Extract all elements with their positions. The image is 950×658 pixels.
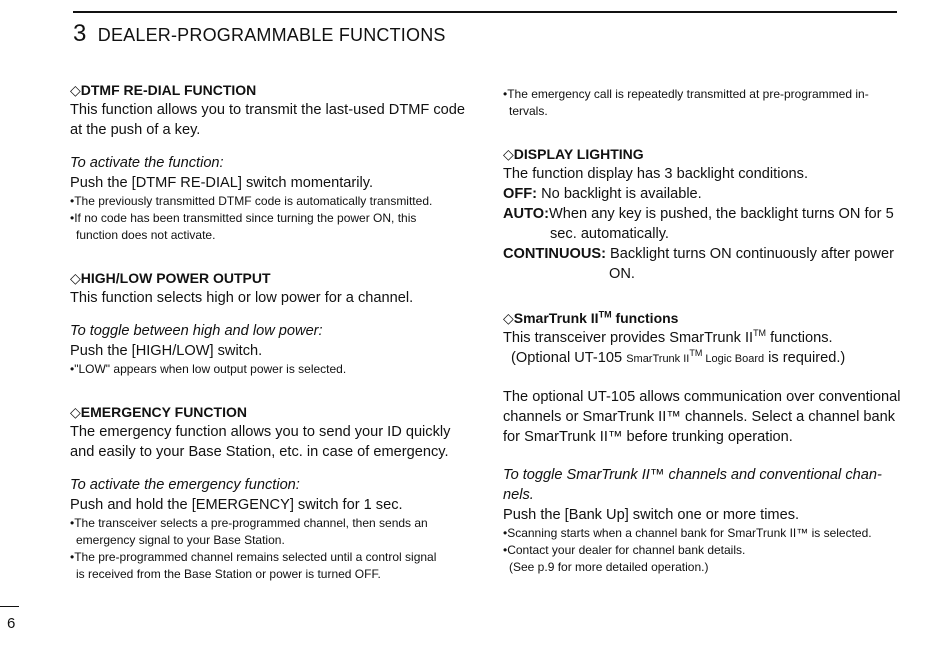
smartrunk-para-2: channels or SmarTrunk II™ channels. Select a channel bank	[503, 409, 896, 425]
smartrunk-desc	[503, 328, 903, 348]
display-continuous-line	[503, 244, 903, 264]
dtmf-desc-2: at the push of a key.	[70, 122, 201, 138]
auto-text-a: When any key is pushed, the backlight turns ON for 5	[548, 206, 894, 222]
emergency-activate-step: Push and hold the [EMERGENCY] switch for 1 sec.	[70, 497, 403, 513]
power-desc: This function selects high or low power for a channel.	[70, 290, 414, 306]
smartrunk-section	[503, 310, 903, 576]
smartrunk-bullet-1: •Scanning starts when a channel bank for SmarTrunk II™ is selected.	[503, 526, 872, 540]
smartrunk-desc-pre: This transceiver provides SmarTrunk II	[503, 330, 754, 346]
display-heading: ◇DISPLAY LIGHTING	[503, 146, 644, 162]
smartrunk-bullet-3: (See p.9 for more detailed operation.)	[509, 560, 709, 574]
page-number: 6	[7, 615, 16, 632]
power-heading: ◇HIGH/LOW POWER OUTPUT	[70, 270, 271, 286]
continuous-text-b: ON.	[609, 266, 635, 282]
smartrunk-toggle-title-b: nels.	[503, 487, 534, 503]
left-column	[70, 82, 470, 583]
right-column	[503, 86, 903, 576]
dtmf-activate-step: Push the [DTMF RE-DIAL] switch momentarily.	[70, 175, 374, 191]
top-rule	[73, 11, 897, 13]
power-section	[70, 270, 470, 378]
dtmf-desc-1: This function allows you to transmit the last-used DTMF code	[70, 102, 466, 118]
power-toggle-step: Push the [HIGH/LOW] switch.	[70, 343, 263, 359]
opt-small: SmarTrunk II	[626, 353, 690, 365]
emergency-bullet-2a: •The pre-programmed channel remains selected until a control signal	[70, 550, 437, 564]
opt-pre: (Optional UT-105	[511, 350, 627, 366]
smartrunk-bullet-2: •Contact your dealer for channel bank details.	[503, 543, 746, 557]
chapter-number: 3	[73, 20, 87, 47]
smartrunk-optional	[503, 348, 903, 369]
smartrunk-para-3: for SmarTrunk II™ before trunking operation.	[503, 429, 793, 445]
page-number-rule	[0, 606, 19, 607]
dtmf-bullet-2a: •If no code has been transmitted since turning the power ON, this	[70, 211, 417, 225]
smartrunk-heading	[503, 310, 903, 327]
smartrunk-desc-post: functions.	[766, 330, 833, 346]
emergency-bullet-1a: •The transceiver selects a pre-programmed channel, then sends an	[70, 516, 428, 530]
continuous-term: CONTINUOUS:	[503, 246, 606, 262]
emergency-bullet-1b: emergency signal to your Base Station.	[76, 533, 285, 547]
power-toggle-title: To toggle between high and low power:	[70, 323, 323, 339]
opt-tm: TM	[689, 348, 703, 359]
off-term: OFF:	[503, 186, 538, 202]
display-section	[503, 146, 903, 284]
smartrunk-desc-tm: TM	[753, 328, 767, 339]
power-bullet-1: •"LOW" appears when low output power is selected.	[70, 362, 347, 376]
smartrunk-toggle-step: Push the [Bank Up] switch one or more times.	[503, 507, 800, 523]
opt-small-2: Logic Board	[702, 353, 765, 365]
display-off-line	[503, 184, 903, 204]
dtmf-bullet-1: •The previously transmitted DTMF code is automatically transmitted.	[70, 194, 433, 208]
dtmf-section	[70, 82, 470, 244]
emergency-desc-2: and easily to your Base Station, etc. in case of emergency.	[70, 444, 449, 460]
emergency-heading: ◇EMERGENCY FUNCTION	[70, 404, 247, 420]
continuous-text-a: Backlight turns ON continuously after power	[610, 246, 894, 262]
smartrunk-heading-post: functions	[611, 310, 679, 326]
chapter-header	[73, 20, 446, 48]
emergency-section	[70, 404, 470, 583]
dtmf-activate-title: To activate the function:	[70, 155, 224, 171]
emergency-cont-bullet-b: tervals.	[509, 104, 548, 118]
smartrunk-heading-tm: TM	[598, 309, 612, 320]
display-auto-line	[503, 204, 903, 224]
auto-term: AUTO:	[503, 206, 549, 222]
smartrunk-heading-pre: ◇SmarTrunk II	[503, 310, 599, 326]
auto-text-b: sec. automatically.	[550, 226, 669, 242]
emergency-desc-1: The emergency function allows you to send your ID quickly	[70, 424, 451, 440]
dtmf-bullet-2b: function does not activate.	[76, 228, 216, 242]
opt-post: is required.)	[764, 350, 846, 366]
emergency-continued	[503, 86, 903, 120]
display-desc: The function display has 3 backlight conditions.	[503, 166, 809, 182]
chapter-title: DEALER-PROGRAMMABLE FUNCTIONS	[97, 25, 446, 45]
emergency-bullet-2b: is received from the Base Station or power is turned OFF.	[76, 567, 381, 581]
smartrunk-toggle-title-a: To toggle SmarTrunk II™ channels and conventional chan-	[503, 467, 882, 483]
emergency-cont-bullet-a: •The emergency call is repeatedly transmitted at pre-programmed in-	[503, 87, 869, 101]
off-text: No backlight is available.	[541, 186, 702, 202]
smartrunk-para-1: The optional UT-105 allows communication over conventional	[503, 389, 901, 405]
emergency-activate-title: To activate the emergency function:	[70, 477, 300, 493]
dtmf-heading: ◇DTMF RE-DIAL FUNCTION	[70, 82, 257, 98]
